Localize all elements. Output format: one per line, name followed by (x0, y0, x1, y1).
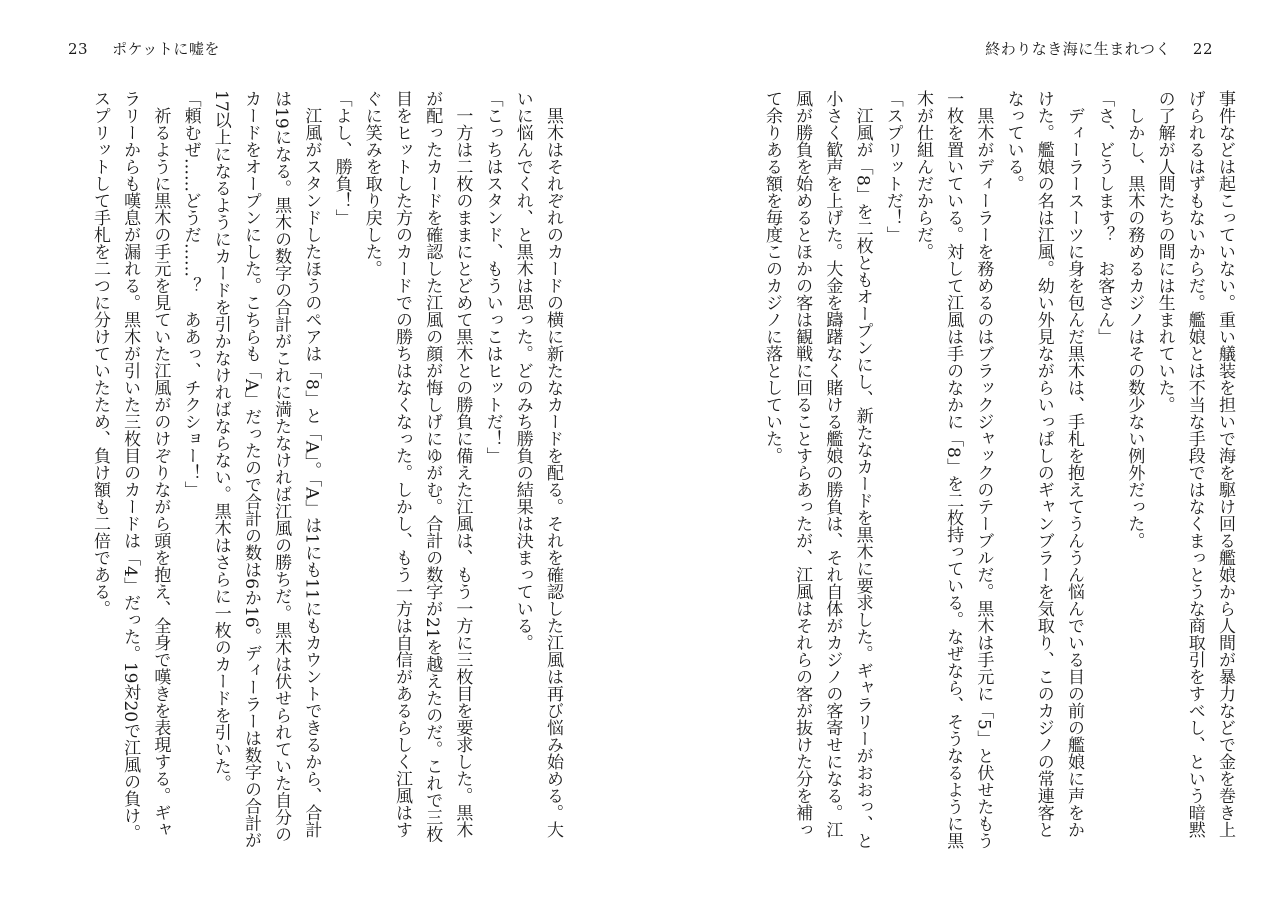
right-page-header (985, 38, 1213, 59)
paragraph: ディーラースーツに身を包んだ黒木は、手札を抱えてうんうん悩んでいる目の前の艦娘に声をかけた。艦娘の名は江風。幼い外見ながらいっぱしのギャンブラーを気取り、このカジノの常連客となっている。 (1003, 90, 1084, 838)
left-page-text (58, 90, 568, 850)
paragraph: 江風がスタンドしたほうのペアは「8」と「A」。「A」は1にも11にもカウントできるから、合計は19になる。黒木の数字の合計がこれに満たなければ江風の勝ちだ。黒木は伏せられていた自分のカードをオープンにした。こちらも「A」だったので合計の数は6か16。ディーラーは数字の合計が17以上になるようにカードを引かなければならない。黒木はさらに一枚のカードを引いた。 (210, 90, 322, 849)
dialogue-line: 「さ、どうします？ お客さん」 (1094, 90, 1115, 345)
paragraph: 一方は二枚のままにとどめて黒木との勝負に備えた江風は、もう一方に三枚目を要求した。黒木が配ったカードを確認した江風の顔が悔しげにゆがむ。合計の数字が21を越えたのだ。これで三枚目をヒットした方のカードでの勝ちはなくなった。しかし、もう一方は自信があるらしく江風はすぐに笑みを取り戻した。 (361, 90, 473, 843)
right-running-title: 終わりなき海に生まれつく (985, 40, 1171, 58)
paragraph: 黒木がディーラーを務めるのはブラックジャックのテーブルだ。黒木は手元に「5」と伏せたもう一枚を置いている。対して江風は手のなかに「8」を二枚持っている。なぜなら、そうなるように黒木が仕組んだからだ。 (912, 90, 994, 849)
dialogue-line: 「こっちはスタンド、もういっこはヒットだ！」 (482, 90, 503, 464)
paragraph: 事件などは起こっていない。重い艤装を担いで海を駆け回る艦娘から人間が暴力などで金を巻き上げられるはずもないからだ。艦娘とは不当な手段ではなくまっとうな商取引をすべし、という暗黙の了解が人間たちの間には生まれていた。 (1154, 90, 1235, 838)
dialogue-line: 「頼むぜ……どうだ……？ ああっ、チクショー！」 (180, 90, 201, 498)
left-page-header (68, 38, 220, 59)
dialogue-line: 「よし、勝負！」 (331, 90, 352, 226)
paragraph: 祈るように黒木の手元を見ていた江風がのけぞりながら頭を抱え、全身で嘆きを表現する。ギャラリーからも嘆息が漏れる。黒木が引いた三枚目のカードは「4」だった。19対20で江風の負け。スプリットして手札を二つに分けていたため、負け額も二倍である。 (89, 90, 171, 842)
left-running-title: ポケットに嘘を (112, 40, 220, 58)
paragraph: 江風が「8」を二枚ともオープンにし、新たなカードを黒木に要求した。ギャラリーがおおっ、と小さく歓声を上げた。大金を躊躇なく賭ける艦娘の勝負は、それ自体がカジノの客寄せになる。江風が勝負を始めるとほかの客は観戦に回ることすらあったが、江風はそれらの客が抜けた分を補って余りある額を毎度このカジノに落としていた。 (761, 90, 873, 849)
right-page-number: 22 (1192, 40, 1213, 58)
left-page-number: 23 (68, 40, 89, 58)
dialogue-line: 「スプリットだ！」 (882, 90, 903, 243)
right-page-text (724, 90, 1240, 850)
paragraph: しかし、黒木の務めるカジノはその数少ない例外だった。 (1124, 107, 1145, 549)
paragraph: 黒木はそれぞれのカードの横に新たなカードを配る。それを確認した江風は再び悩み始める。大いに悩んでくれ、と黒木は思った。どのみち勝負の結果は決まっている。 (512, 90, 563, 838)
